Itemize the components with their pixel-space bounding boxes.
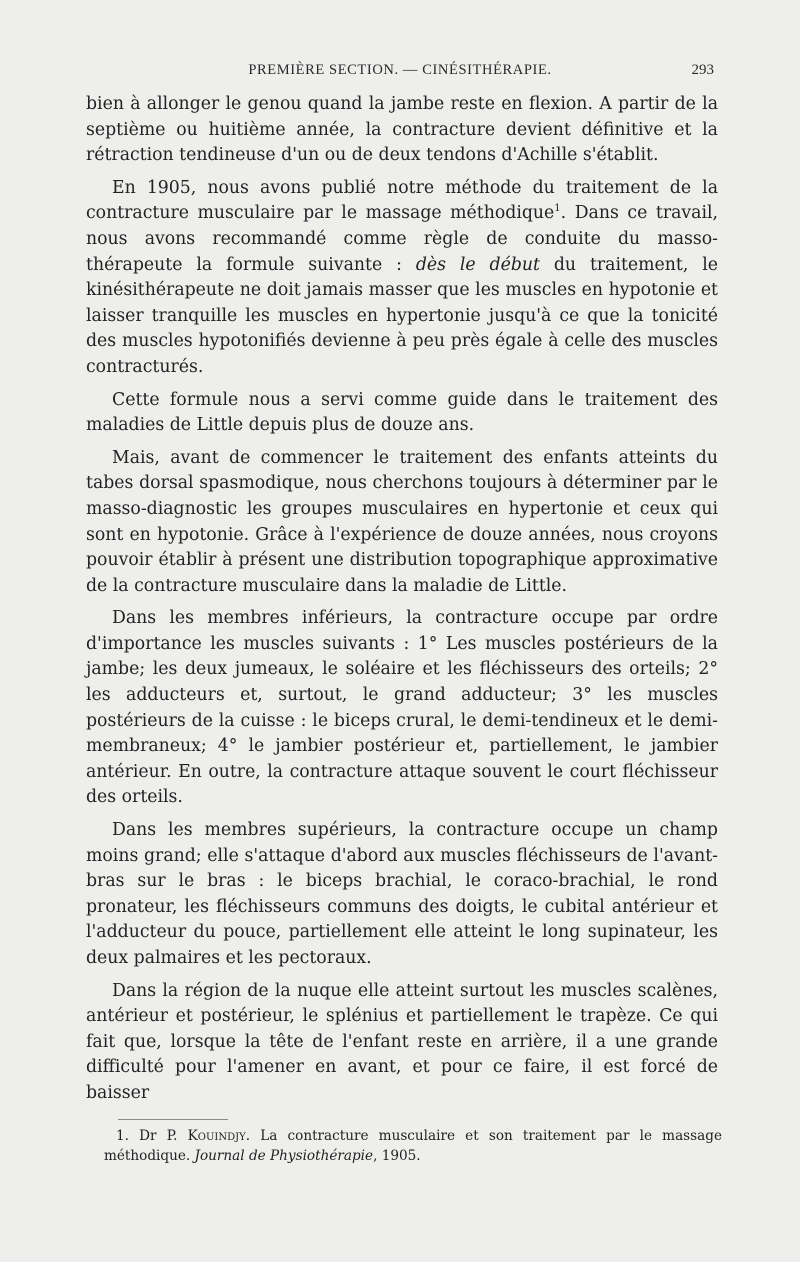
footnote-text-a: . La contracture musculaire et son traitement par le massage méthodique.: [104, 1128, 722, 1164]
footnote-text-b: , 1905.: [373, 1148, 421, 1164]
footnote-journal: Journal de Physiothérapie: [194, 1148, 374, 1164]
paragraph-2-part-c: du traitement, le kinésithérapeute ne doit jamais masser que les muscles en hypotonie et laisser tranquille les muscles en hypertonie jusqu'à ce que la tonicité des muscles hypotonifiés devienne à peu près égale à celle des muscles contracturés.: [86, 254, 718, 377]
body-text: [86, 92, 718, 1114]
footnote: [104, 1126, 722, 1166]
running-title: PREMIÈRE SECTION. — CINÉSITHÉRAPIE.: [248, 62, 552, 78]
paragraph-6: Dans les membres supérieurs, la contracture occupe un champ moins grand; elle s'attaque d'abord aux muscles fléchisseurs de l'avant-bras sur le bras : le biceps brachial, le coraco-brachial, le rond pronateur, les fléchisseurs communs des doigts, le cubital antérieur et l'adducteur du pouce, partiellement elle atteint le long supinateur, les deux palmaires et les pectoraux.: [86, 820, 718, 968]
running-head: [86, 62, 714, 86]
page-number: 293: [691, 62, 714, 78]
footnote-divider: [118, 1119, 228, 1120]
footnote-author: P. Kouindjy: [166, 1128, 246, 1144]
footnote-reference: 1: [554, 203, 561, 215]
paragraph-2-emphasis: dès le début: [415, 254, 540, 275]
paragraph-4: Mais, avant de commencer le traitement des enfants atteints du tabes dorsal spasmodique, nous cherchons toujours à déterminer par le masso-diagnostic les groupes musculaires en hypertonie et ceux qui sont en hypotonie. Grâce à l'expérience de douze années, nous croyons pouvoir établir à présent une distribution topographique approximative de la contracture musculaire dans la maladie de Little.: [86, 447, 718, 596]
paragraph-1: bien à allonger le genou quand la jambe reste en flexion. A partir de la septième ou huitième année, la contracture devient définitive et la rétraction tendineuse d'un ou de deux tendons d'Achille s'établit.: [86, 94, 718, 166]
paragraph-2-part-a: En 1905, nous avons publié notre méthode du traitement de la contracture musculaire par le massage méthodique: [86, 177, 718, 224]
footnote-number: 1.: [116, 1128, 129, 1144]
paragraph-7: Dans la région de la nuque elle atteint surtout les muscles scalènes, antérieur et postérieur, le splénius et partiellement le trapèze. Ce qui fait que, lorsque la tête de l'enfant reste en arrière, il a une grande difficulté pour l'amener en avant, et pour ce faire, il est forcé de baisser: [86, 980, 718, 1103]
paragraph-2: [86, 176, 718, 381]
paragraph-5: Dans les membres inférieurs, la contracture occupe par ordre d'importance les muscles suivants : 1° Les muscles postérieurs de la jambe; les deux jumeaux, le soléaire et les fléchisseurs des orteils; 2° les adducteurs et, surtout, le grand adducteur; 3° les muscles postérieurs de la cuisse : le biceps crural, le demi-tendineux et le demi-membraneux; 4° le jambier postérieur et, partiellement, le jambier antérieur. En outre, la contracture attaque souvent le court fléchisseur des orteils.: [86, 608, 718, 808]
paragraph-2-part-b: . Dans ce travail, nous avons recommandé comme règle de conduite du masso-thérapeute la formule suivante :: [86, 203, 718, 275]
footnote-author-title: Dr: [139, 1128, 157, 1144]
paragraph-3: Cette formule nous a servi comme guide dans le traitement des maladies de Little depuis plus de douze ans.: [86, 389, 718, 436]
